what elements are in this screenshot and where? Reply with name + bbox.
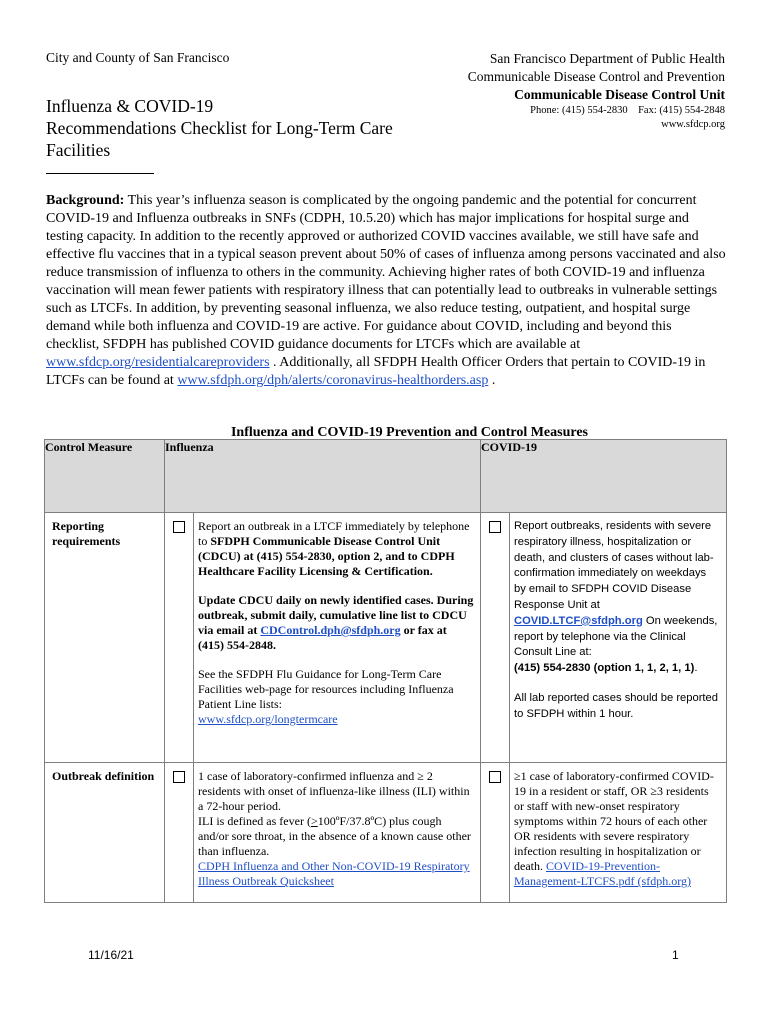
- footer-date: 11/16/21: [88, 948, 134, 962]
- cdcontrol-email-link[interactable]: CDControl.dph@sfdph.org: [260, 623, 401, 637]
- header-control-measure: Control Measure: [45, 440, 165, 513]
- health-orders-link[interactable]: www.sfdph.org/dph/alerts/coronavirus-healthorders.asp: [177, 373, 489, 388]
- background-label: Background:: [46, 193, 125, 208]
- title-divider: [46, 173, 154, 174]
- department-name: San Francisco Department of Public Health: [489, 51, 725, 66]
- table-caption: Influenza and COVID-19 Prevention and Control Measures: [230, 425, 589, 440]
- background-paragraph: [46, 192, 726, 390]
- covid-prevention-pdf-link[interactable]: COVID-19-Prevention-Management-LTCFS.pdf (sfdph.org): [514, 859, 691, 888]
- unit-name: Communicable Disease Control Unit: [514, 87, 725, 102]
- header-influenza: Influenza: [165, 440, 481, 513]
- background-text: This year’s influenza season is complicated by the ongoing pandemic and the potential for concurrent COVID-19 and Influenza outbreaks in SNFs (CDPH, 10.5.20) which has major implications for hospital surge and testing capacity. In addition to the recently approved or authorized COVID vaccines available, we still have safe and effective flu vaccines that in a typical season prevent about 50% of cases of influenza among persons vaccinated and also reduce transmission of influenza to others in the community. Achieving higher rates of both COVID-19 and influenza vaccination will mean fewer patients with respiratory illness that can potentially lead to outbreaks in vulnerable settings such as LTCFs. In addition, by preventing seasonal influenza, we also reduce testing, outpatient, and hospital surge demand while both influenza and COVID-19 are active. For guidance about COVID, including and beyond this checklist, SFDPH has published COVID guidance documents for LTCFs which are available at: [46, 193, 726, 352]
- row-label-outbreak: Outbreak definition: [45, 763, 165, 903]
- covid-reporting-checkbox[interactable]: [481, 513, 510, 763]
- document-title: [46, 95, 466, 161]
- covid-outbreak-checkbox[interactable]: [481, 763, 510, 903]
- flu-reporting-checkbox[interactable]: [165, 513, 194, 763]
- background-text-3: .: [488, 373, 496, 388]
- website: www.sfdcp.org: [661, 119, 725, 130]
- table-row: [45, 513, 727, 763]
- title-line-2: Recommendations Checklist for Long-Term Care: [46, 118, 393, 138]
- title-line-3: Facilities: [46, 140, 111, 160]
- page-number: 1: [672, 948, 679, 962]
- covid-outbreak-cell: ≥1 case of laboratory-confirmed COVID-19 in a resident or staff, OR ≥3 residents or staff with new-onset respiratory symptoms within 72 hours of each other OR residents with severe respiratory infection resulting in hospitalization or death. COVID-19-Prevention-Management-LTCFS.pdf (sfdph.org): [510, 763, 727, 903]
- cdph-quicksheet-link[interactable]: CDPH Influenza and Other Non-COVID-19 Respiratory Illness Outbreak Quicksheet: [198, 859, 470, 888]
- title-line-1: Influenza & COVID-19: [46, 96, 214, 116]
- table-header-row: [45, 440, 727, 513]
- background-text-2: . Additionally, all SFDPH Health Officer Orders that pertain to COVID-19 in LTCFs can be found at: [46, 355, 706, 388]
- flu-reporting-cell: Report an outbreak in a LTCF immediately by telephone to SFDPH Communicable Disease Control Unit (CDCU) at (415) 554-2830, option 2, and to CDPH Healthcare Facility Licensing & Certification. Update CDCU daily on newly identified cases. During outbreak, submit daily, cumulative line list to CDCU via email at CDControl.dph@sfdph.org or fax at (415) 554-2848. See the SFDPH Flu Guidance for Long-Term Care Facilities web-page for resources including Influenza Patient Line lists: www.sfdcp.org/longtermcare: [194, 513, 481, 763]
- control-measures-table: [44, 439, 727, 903]
- phone-number: Phone: (415) 554-2830: [530, 105, 628, 116]
- covid-ltcf-email-link[interactable]: COVID.LTCF@sfdph.org: [514, 614, 643, 627]
- table-row: [45, 763, 727, 903]
- flu-outbreak-cell: 1 case of laboratory-confirmed influenza and ≥ 2 residents with onset of influenza-like illness (ILI) within a 72-hour period. ILI is defined as fever (>100ºF/37.8ºC) plus cough and/or sore throat, in the absence of a known cause other than influenza. CDPH Influenza and Other Non-COVID-19 Respiratory Illness Outbreak Quicksheet: [194, 763, 481, 903]
- residential-care-link[interactable]: www.sfdcp.org/residentialcareproviders: [46, 355, 270, 370]
- flu-outbreak-checkbox[interactable]: [165, 763, 194, 903]
- header-city: City and County of San Francisco: [46, 50, 230, 65]
- covid-reporting-cell: Report outbreaks, residents with severe respiratory illness, hospitalization or death, and clusters of cases without lab-confirmation immediately on weekdays by email to SFDPH COVID Disease Response Unit at COVID.LTCF@sfdph.org On weekends, report by telephone via the Clinical Consult Line at: (415) 554-2830 (option 1, 1, 2, 1, 1). All lab reported cases should be reported to SFDPH within 1 hour.: [510, 513, 727, 763]
- row-label-reporting: Reporting requirements: [45, 513, 165, 763]
- longtermcare-link[interactable]: www.sfdcp.org/longtermcare: [198, 712, 338, 726]
- division-name: Communicable Disease Control and Prevention: [467, 69, 725, 84]
- header-covid: COVID-19: [481, 440, 727, 513]
- header-department: [465, 50, 725, 132]
- fax-number: Fax: (415) 554-2848: [638, 105, 725, 116]
